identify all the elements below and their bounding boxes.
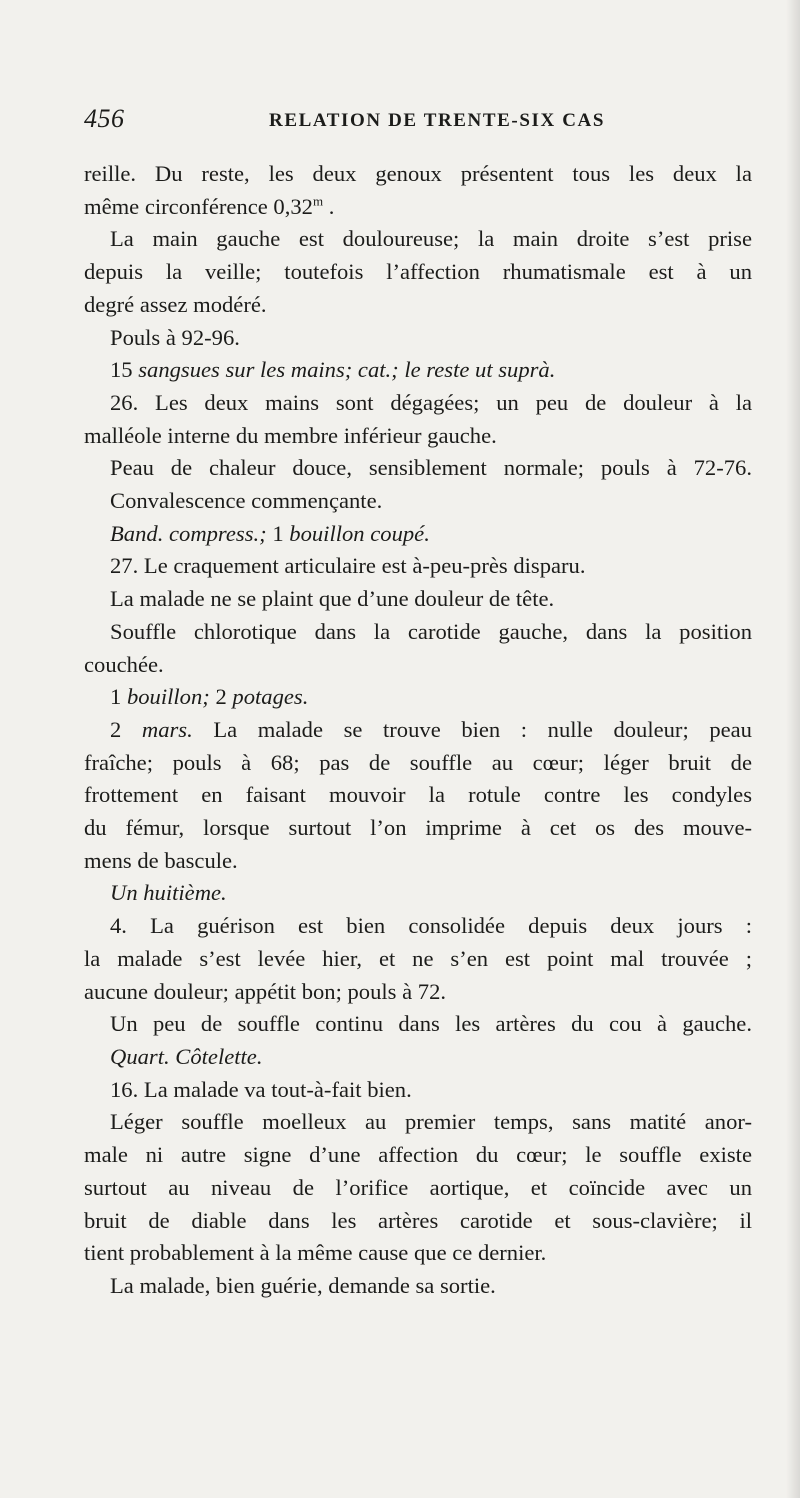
text-line: reille. Du reste, les deux genoux présentent tous les deux la [84,161,752,186]
text-line: la malade s’est levée hier, et ne s’en est point mal trouvée ; [84,945,752,971]
text-line: Peau de chaleur douce, sensiblement normale; pouls à 72-76. [110,455,752,481]
text-line: 27. Le craquement articulaire est à-peu-près disparu. [110,553,586,579]
text-line: 16. La malade va tout-à-fait bien. [110,1076,412,1102]
text-line: 15 sangsues sur les mains; cat.; le reste ut suprà. [110,357,556,383]
text-line: tient probablement à la même cause que ce dernier. [84,1240,547,1266]
page-header [84,104,754,144]
text-line: frottement en faisant mouvoir la rotule contre les condyles [84,782,752,808]
text-line: Quart. Côtelette. [110,1043,263,1069]
text-line: Convalescence commençante. [110,488,383,514]
text-line: aucune douleur; appétit bon; pouls à 72. [84,978,447,1004]
text-line: La main gauche est douloureuse; la main droite s’est prise [110,226,752,252]
text-line: 2 mars. La malade se trouve bien : nulle douleur; peau [110,716,752,742]
text-line: malléole interne du membre inférieur gauche. [84,422,497,448]
text-line: male ni autre signe d’une affection du cœur; le souffle existe [84,1142,752,1168]
text-line: Souffle chlorotique dans la carotide gauche, dans la position [110,618,752,644]
text-line: du fémur, lorsque surtout l’on imprime à cet os des mouve- [84,815,752,841]
text-line: même circonférence 0,32$^m$ . [84,193,335,219]
text-line: Un peu de souffle continu dans les artères du cou à gauche. [110,1011,752,1037]
text-line: 1 bouillon; 2 potages. [110,684,309,710]
text-line: bruit de diable dans les artères carotide et sous-clavière; il [84,1207,752,1233]
text-line: 26. Les deux mains sont dégagées; un peu de douleur à la [110,389,752,415]
text-line: Band. compress.; 1 bouillon coupé. [110,520,430,546]
body-text [84,158,752,1303]
text-line: 4. La guérison est bien consolidée depuis deux jours : [110,913,752,939]
page-edge-shadow [786,0,800,1498]
page-number: 456 [84,104,125,133]
text-line: Un huitième. [110,880,227,906]
running-head: RELATION DE TRENTE-SIX CAS [269,110,605,131]
text-line: surtout au niveau de l’orifice aortique, et coïncide avec un [84,1174,752,1200]
text-line: mens de bascule. [84,847,238,873]
text-line: Léger souffle moelleux au premier temps, sans matité anor- [110,1109,752,1135]
text-line: depuis la veille; toutefois l’affection rhumatismale est à un [84,259,752,285]
text-line: Pouls à 92-96. [110,324,240,350]
text-line: fraîche; pouls à 68; pas de souffle au cœur; léger bruit de [84,749,752,775]
text-line: couchée. [84,651,164,677]
text-line: La malade, bien guérie, demande sa sortie. [110,1272,496,1298]
text-line: La malade ne se plaint que d’une douleur de tête. [110,586,555,612]
text-line: degré assez modéré. [84,291,267,317]
